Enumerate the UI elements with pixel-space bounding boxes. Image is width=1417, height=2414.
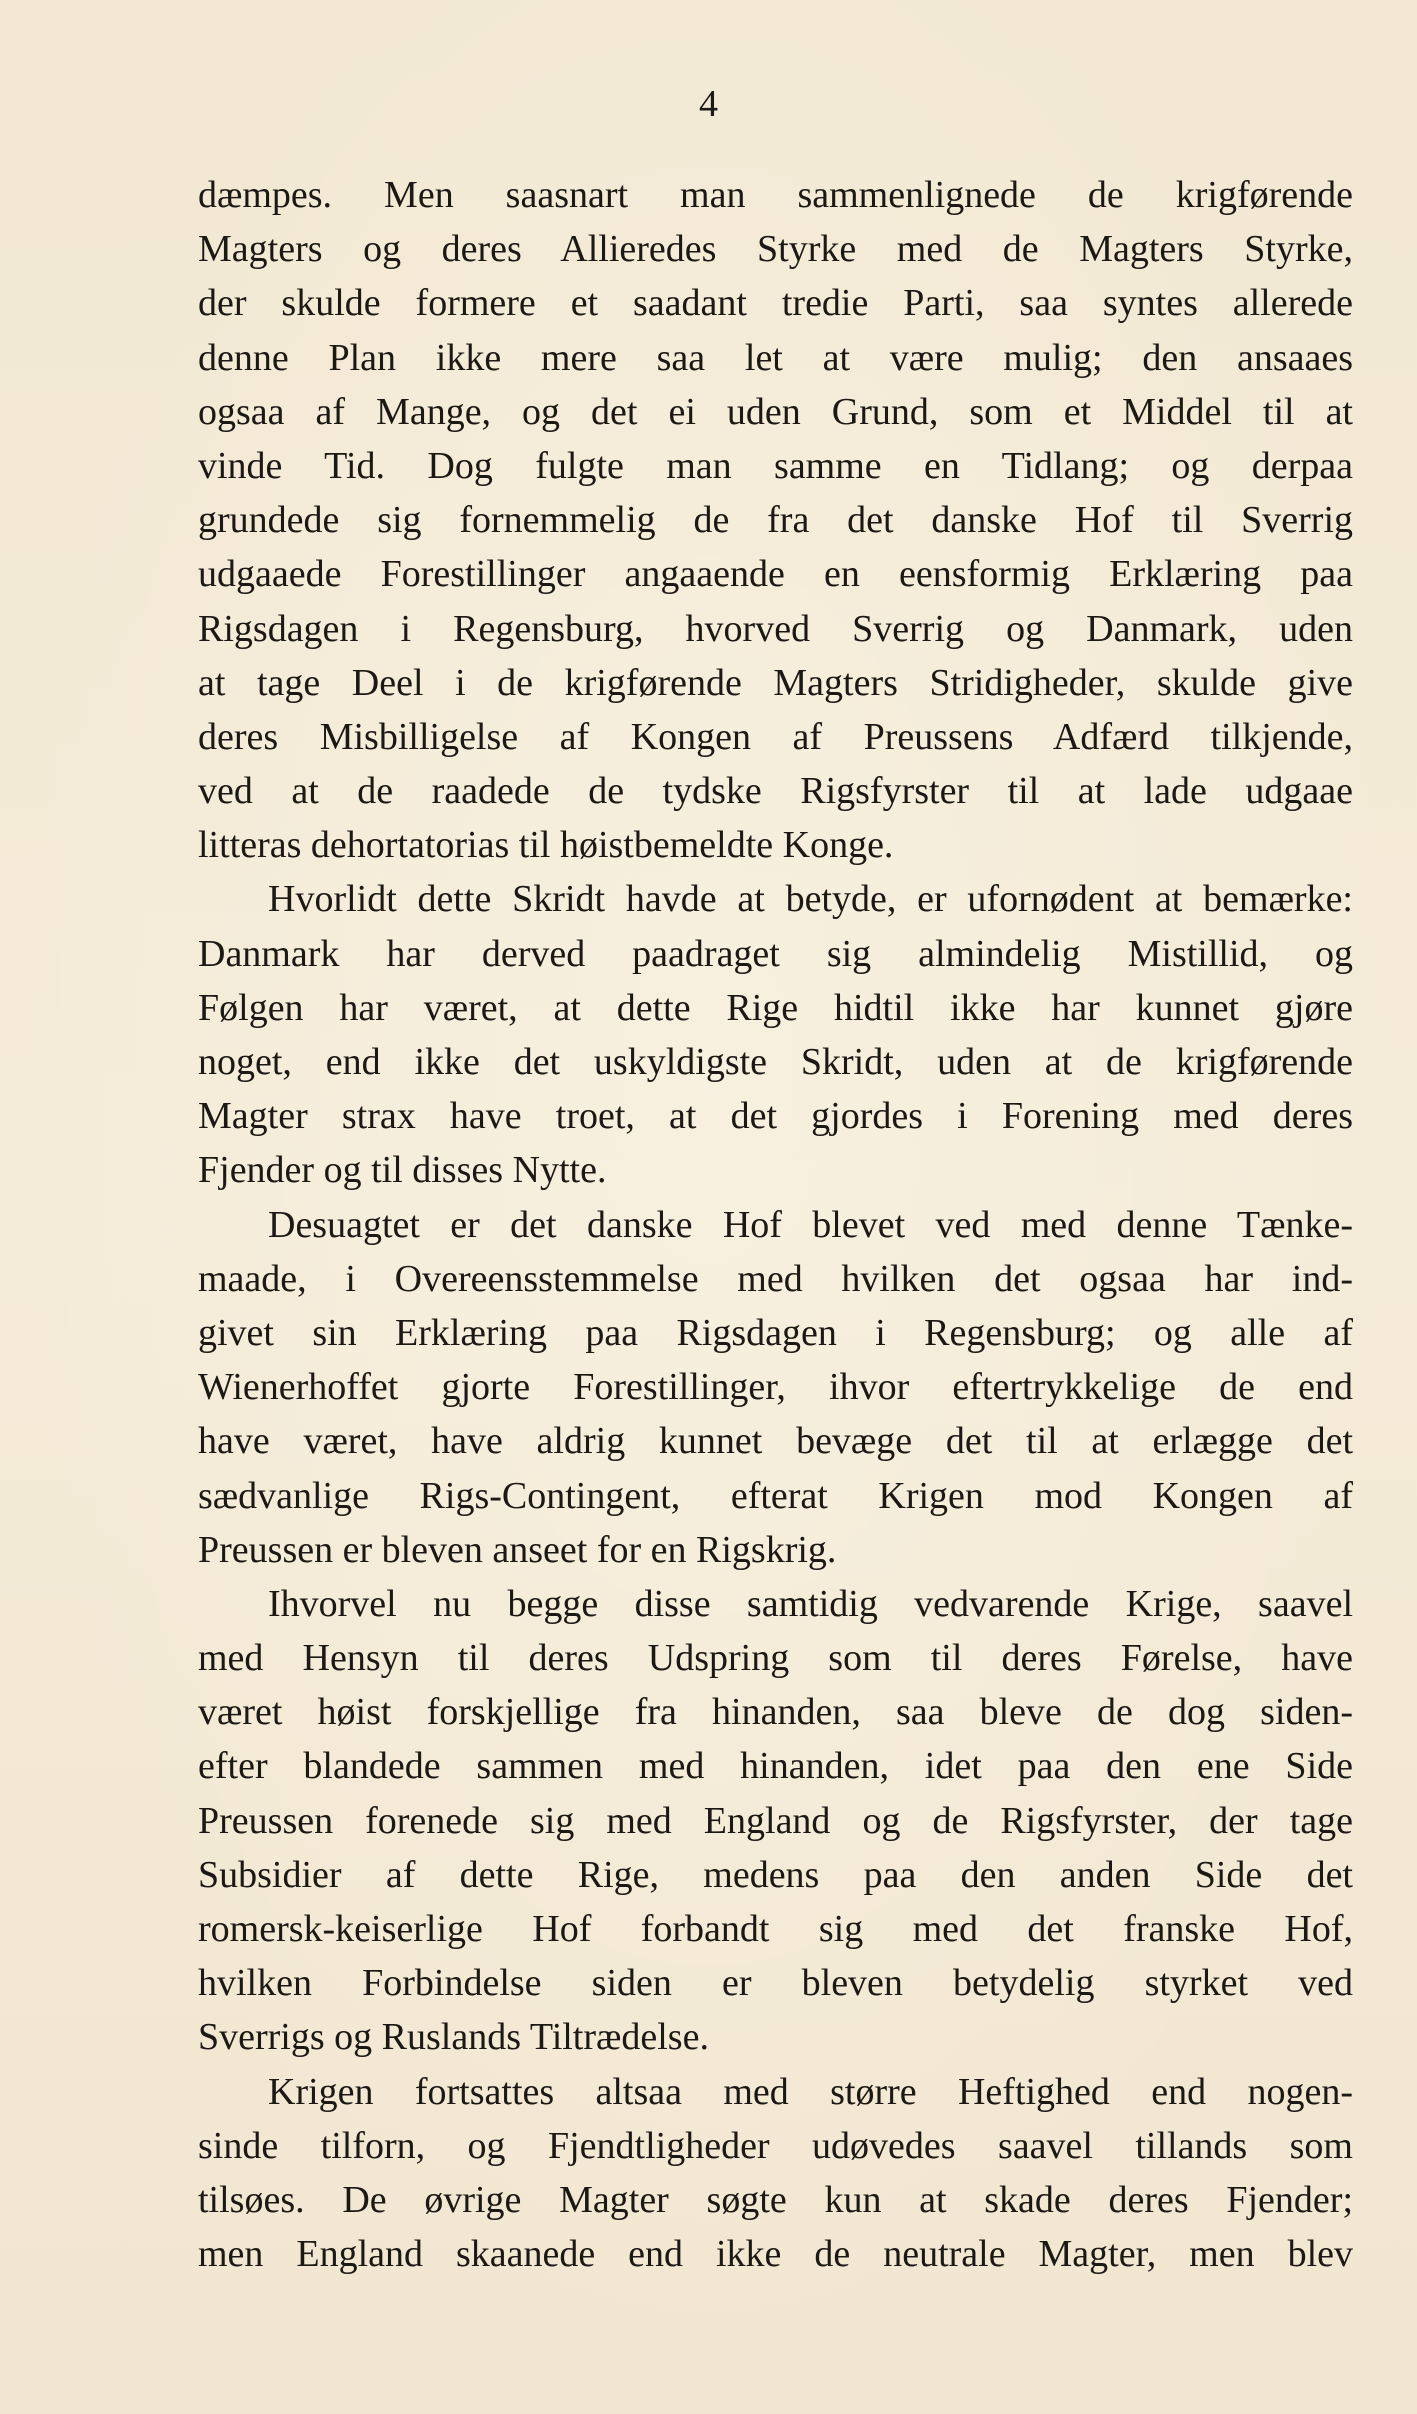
paragraph-3 xyxy=(198,1198,1353,1577)
text-line: Wienerhoffet gjorte Forestillinger, ihvor eftertrykkelige de end xyxy=(198,1366,1353,1409)
text-line: Sverrigs og Ruslands Tiltrædelse. xyxy=(198,2016,709,2059)
text-line: ogsaa af Mange, og det ei uden Grund, som et Middel til at xyxy=(198,390,1353,433)
text-line: Preussen forenede sig med England og de Rigsfyrster, der tage xyxy=(198,1799,1353,1842)
text-line: at tage Deel i de krigførende Magters Stridigheder, skulde give xyxy=(198,661,1353,704)
text-line: denne Plan ikke mere saa let at være mulig; den ansaaes xyxy=(198,336,1353,379)
paragraph-1 xyxy=(198,168,1353,872)
text-line: Magters og deres Allieredes Styrke med de Magters Styrke, xyxy=(198,228,1353,271)
text-line: litteras dehortatorias til høistbemeldte Konge. xyxy=(198,824,894,867)
text-line: Preussen er bleven anseet for en Rigskrig. xyxy=(198,1528,837,1571)
paragraph-4 xyxy=(198,1577,1353,2065)
text-line: tilsøes. De øvrige Magter søgte kun at skade deres Fjender; xyxy=(198,2178,1353,2221)
text-line: Følgen har været, at dette Rige hidtil ikke har kunnet gjøre xyxy=(198,986,1353,1029)
text-line: have været, have aldrig kunnet bevæge det til at erlægge det xyxy=(198,1420,1353,1463)
text-line: deres Misbilligelse af Kongen af Preussens Adfærd tilkjende, xyxy=(198,715,1353,758)
text-line: Magter strax have troet, at det gjordes i Forening med deres xyxy=(198,1095,1353,1138)
text-line: efter blandede sammen med hinanden, idet paa den ene Side xyxy=(198,1745,1353,1788)
text-line: Desuagtet er det danske Hof blevet ved med denne Tænke- xyxy=(268,1203,1353,1246)
text-line: Danmark har derved paadraget sig almindelig Mistillid, og xyxy=(198,932,1353,975)
text-line: Krigen fortsattes altsaa med større Heftighed end nogen- xyxy=(268,2070,1353,2113)
text-line: med Hensyn til deres Udspring som til deres Førelse, have xyxy=(198,1637,1353,1680)
text-line: udgaaede Forestillinger angaaende en eensformig Erklæring paa xyxy=(198,553,1353,596)
text-line: Subsidier af dette Rige, medens paa den anden Side det xyxy=(198,1853,1353,1896)
text-line: Rigsdagen i Regensburg, hvorved Sverrig og Danmark, uden xyxy=(198,607,1353,650)
paragraph-5 xyxy=(198,2065,1353,2282)
text-line: Hvorlidt dette Skridt havde at betyde, er ufornødent at bemærke: xyxy=(268,878,1353,921)
text-line: men England skaanede end ikke de neutrale Magter, men blev xyxy=(198,2233,1353,2276)
text-line: der skulde formere et saadant tredie Parti, saa syntes allerede xyxy=(198,282,1353,325)
text-line: været høist forskjellige fra hinanden, saa bleve de dog siden- xyxy=(198,1691,1353,1734)
text-line: sædvanlige Rigs-Contingent, efterat Krigen mod Kongen af xyxy=(198,1474,1353,1517)
text-line: hvilken Forbindelse siden er bleven betydelig styrket ved xyxy=(198,1962,1353,2005)
text-line: romersk-keiserlige Hof forbandt sig med det franske Hof, xyxy=(198,1908,1353,1950)
text-line: givet sin Erklæring paa Rigsdagen i Regensburg; og alle af xyxy=(198,1311,1353,1354)
paragraph-2 xyxy=(198,872,1353,1197)
text-line: ved at de raadede de tydske Rigsfyrster til at lade udgaae xyxy=(198,770,1353,813)
text-line: vinde Tid. Dog fulgte man samme en Tidlang; og derpaa xyxy=(198,444,1353,487)
text-line: sinde tilforn, og Fjendtligheder udøvedes saavel tillands som xyxy=(198,2124,1353,2167)
text-line: Fjender og til disses Nytte. xyxy=(198,1149,607,1192)
text-line: grundede sig fornemmelig de fra det danske Hof til Sverrig xyxy=(198,499,1353,542)
text-line: maade, i Overeensstemmelse med hvilken det ogsaa har ind- xyxy=(198,1257,1353,1300)
body-text xyxy=(198,168,1353,2281)
text-line: noget, end ikke det uskyldigste Skridt, uden at de krigførende xyxy=(198,1041,1353,1083)
text-line: dæmpes. Men saasnart man sammenlignede de krigførende xyxy=(198,174,1353,216)
text-line: Ihvorvel nu begge disse samtidig vedvarende Krige, saavel xyxy=(268,1582,1353,1625)
page-number: 4 xyxy=(699,83,718,125)
